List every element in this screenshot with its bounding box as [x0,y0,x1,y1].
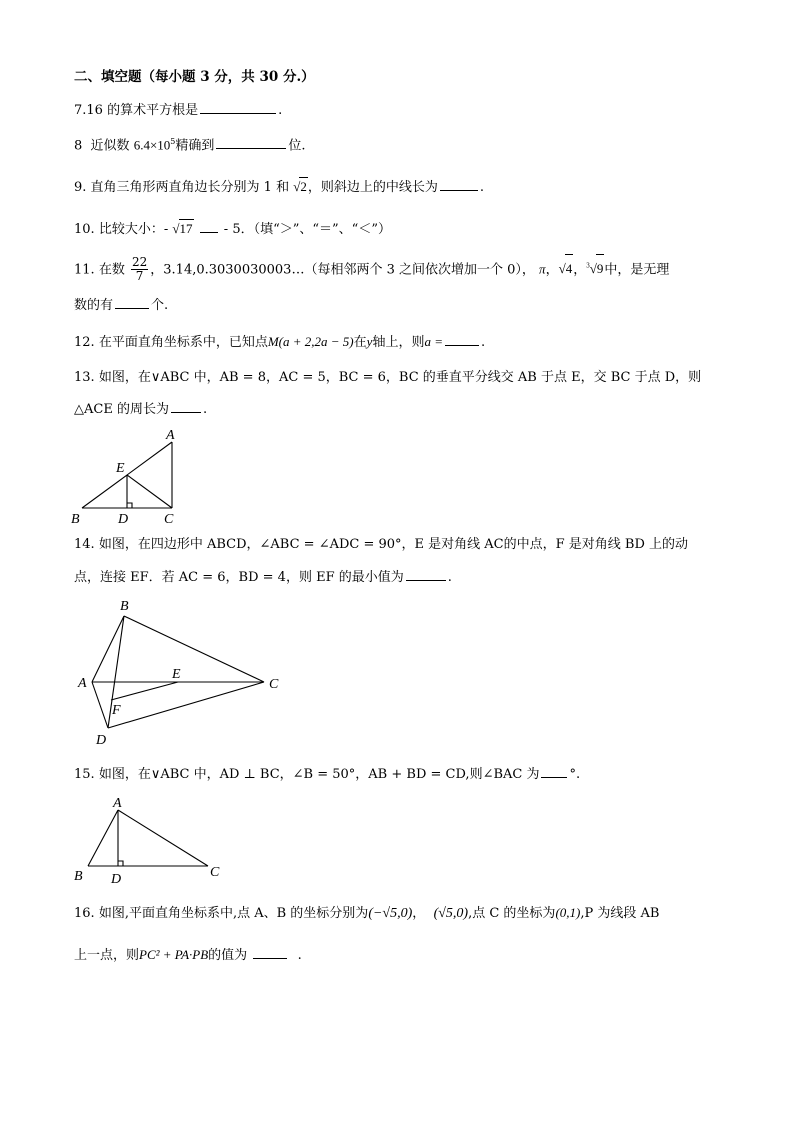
q10-answer-blank[interactable] [200,220,218,233]
q11-post: 中，是无理 [604,262,670,278]
q9-sqrt: √2 [293,179,307,194]
q8-exponent: 5 [170,137,176,146]
q8-end: 位. [288,138,306,154]
q11-radicand-4: 4 [565,254,574,283]
q11-pre: 在数 [98,262,125,278]
fig15-label-a: A [113,796,122,811]
q11-sqrt4: √4 [559,261,574,276]
q9-post: ，则斜边上的中线长为 [307,180,438,195]
q16-number: 16. [74,906,95,921]
q16-line1-pre: 如图,平面直角坐标系中,点 A、B 的坐标分别为 [98,906,369,921]
q14-number: 14. [74,537,95,552]
fig15-label-b: B [74,869,83,884]
q13-number: 13. [74,370,95,385]
fig15-label-d: D [111,872,122,886]
figure-14 [74,596,290,748]
q10-number: 10. [74,222,95,237]
q14-line1: 如图，在四边形中 ABCD，∠ABC = ∠ADC = 90°，E 是对角线 AC的中点，F 是对角线 BD 上的动 [98,537,689,552]
fig13-label-c: C [164,512,174,527]
fig14-label-b: B [120,599,129,614]
q13-line2-pre: △ACE 的周长为 [74,402,169,417]
question-16-line2 [74,946,302,965]
question-11-line2 [74,296,168,315]
q16-line1-post: ,P 为线段 AB [580,906,660,921]
q8-mid: 精确到 [175,138,215,154]
q16-point-a: (−√5,0) [368,906,413,921]
q11-answer-blank[interactable] [115,296,149,309]
fig14-segment-ad [92,682,108,728]
fig13-label-e: E [116,461,125,476]
q13-line1: 如图，在∨ABC 中，AB = 8，AC = 5，BC = 6，BC 的垂直平分线交 AB 于点 E，交 BC 于点 D，则 [98,370,702,385]
q12-answer-blank[interactable] [445,333,479,346]
question-11: 11. 在数 $\frac{22}{7}$ ，3.14,0.3030030003…（每相邻两个 3 之间依次增加一个 0）， π，√4，$^3$√9中，是无理 [74,255,670,284]
question-12 [74,333,485,352]
question-8 [74,133,306,155]
q10-post: - 5．（填“＞”、“＝”、“＜”） [223,222,391,237]
question-7 [74,101,282,120]
q7-end: . [278,103,283,118]
q9-number: 9. [74,180,87,195]
fig15-segment-ac [118,810,208,866]
q7-number: 7. [74,103,87,118]
q14-line2-end: . [447,570,452,585]
fig13-label-a: A [166,428,175,443]
q12-point: M(a + 2,2a − 5) [267,334,354,349]
q9-end: . [479,180,485,195]
q13-answer-blank[interactable] [171,400,201,413]
q12-end: . [480,335,486,350]
fig14-label-f: F [112,703,121,718]
q16-comma: ， [412,906,426,921]
fig14-label-a: A [78,676,87,691]
question-14-line2 [74,568,452,587]
q16-line2-pre: 上一点，则 [74,948,140,963]
q11-cbrt9: $^3$√9 [586,261,604,276]
q11-line2-pre: 数的有 [74,298,114,313]
q11-radicand-9: 9 [596,254,605,283]
q16-point-c: (0,1) [555,905,581,920]
q14-answer-blank[interactable] [406,568,446,581]
q9-radicand: 2 [300,179,307,194]
q15-end: °. [569,767,581,782]
figure-15 [68,794,238,886]
q9-answer-blank[interactable] [440,178,478,191]
fig15-label-c: C [210,865,220,880]
q10-sqrt: √17 [172,221,193,236]
q8-number: 8 [74,138,83,154]
fig13-right-angle-mark [127,503,132,508]
q14-line2-pre: 点，连接 EF．若 AC = 6，BD = 4，则 EF 的最小值为 [74,570,404,585]
fig14-label-d: D [96,733,107,748]
q8-answer-blank[interactable] [216,136,286,149]
q16-point-b: (√5,0) [433,906,469,921]
q11-pi: π [539,261,546,277]
q8-pre: 近似数 [90,138,130,154]
question-15 [74,765,580,784]
q8-value: 6.4×10 [133,137,171,153]
q11-frac-den: 7 [135,269,144,284]
q11-mid: ，3.14,0.3030030003…（每相邻两个 3 之间依次增加一个 0）， [150,262,535,278]
q12-number: 12. [74,335,95,350]
fig14-label-e: E [172,667,181,682]
q9-pre: 直角三角形两直角边长分别为 1 和 [90,180,290,195]
q7-answer-blank[interactable] [200,101,276,114]
q12-mid2: 轴上，则 [372,335,425,350]
fig14-segment-ef [111,682,178,700]
q11-number: 11. [74,262,95,278]
figure-13 [66,424,196,528]
question-16 [74,904,659,923]
q10-radicand: 17 [179,221,193,236]
question-13-line2 [74,400,207,419]
q15-text: 如图，在∨ABC 中，AD ⊥ BC，∠B = 50°，AB + BD = CD,则∠BAC 为 [98,767,540,782]
q7-text: 16 的算术平方根是 [86,103,199,118]
q11-frac-num: 22 [131,255,148,270]
question-14 [74,536,688,554]
q12-mid: 在 [353,335,367,350]
fig14-segment-bc [124,616,264,682]
q12-axis: y [366,334,373,349]
q16-expression: PC² + PA·PB [139,947,209,962]
fig13-label-b: B [71,512,80,527]
fig14-segment-dc [108,682,264,728]
q11-line2-end: 个. [151,298,169,313]
q16-answer-blank[interactable] [253,946,287,959]
q16-line2-end: . [297,948,302,963]
question-9 [74,177,484,197]
q11-cube-index: 3 [586,262,590,270]
q16-line1-mid: ,点 C 的坐标为 [468,906,556,921]
fig13-label-d: D [118,512,129,527]
question-13 [74,369,701,387]
q15-number: 15. [74,767,95,782]
q10-pre: 比较大小：- [98,222,169,237]
fig13-segment-ec [127,475,172,508]
q12-var: a = [424,334,443,349]
fig14-label-c: C [269,677,279,692]
fig15-segment-ab [88,810,118,866]
q11-fraction [131,256,148,283]
q12-pre: 在平面直角坐标系中，已知点 [98,335,268,350]
fig15-right-angle-mark [118,861,123,866]
section-title: 二、填空题（每小题 3 分，共 30 分.） [74,69,315,85]
q13-line2-end: . [202,402,208,417]
q15-answer-blank[interactable] [541,765,567,778]
question-10 [74,219,391,239]
q16-line2-mid: 的值为 [208,948,248,963]
